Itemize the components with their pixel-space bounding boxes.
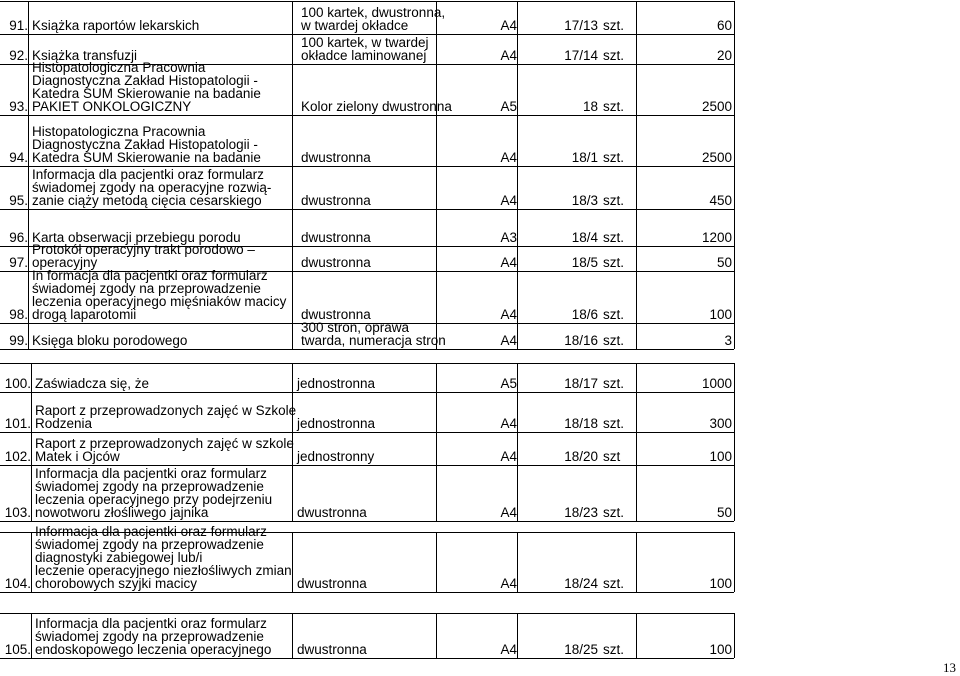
paper-format: A4: [500, 193, 517, 208]
table-rule: [0, 658, 734, 659]
quantity: 100: [709, 642, 732, 657]
item-description-line: dwustronna: [297, 505, 367, 520]
quantity: 2500: [701, 150, 732, 165]
paper-format: A4: [500, 576, 517, 591]
item-name-line: leczenia operacyjnego przy podejrzeniu: [35, 492, 273, 507]
item-name-line: Zaświadcza się, że: [35, 376, 150, 391]
item-name-line: świadomej zgody na przeprowadzenie: [35, 479, 264, 494]
item-description-line: dwustronna: [301, 193, 371, 208]
item-name-line: Informacja dla pacjentki oraz formularz: [32, 167, 264, 182]
quantity: 100: [709, 576, 732, 591]
unit: szt.: [603, 230, 625, 245]
column-rule: [734, 1, 735, 349]
unit: szt.: [603, 48, 625, 63]
unit: szt.: [603, 333, 625, 348]
item-description-line: dwustronna: [301, 150, 371, 165]
item-name-line: świadomej zgody na przeprowadzenie: [32, 281, 261, 296]
unit: szt: [603, 449, 621, 464]
row-number: 104.: [4, 576, 31, 591]
quantity: 1200: [701, 230, 732, 245]
form-code: 18/16: [564, 333, 598, 348]
item-name-line: leczenie operacyjnego niezłośliwych zmian: [35, 563, 292, 578]
column-rule: [31, 613, 32, 658]
form-code: 18/18: [564, 416, 598, 431]
item-name-line: Histopatologiczna Pracownia: [32, 60, 206, 75]
form-code: 18/23: [564, 505, 598, 520]
paper-format: A4: [500, 255, 517, 270]
item-description-line: dwustronna: [301, 255, 371, 270]
paper-format: A4: [500, 449, 517, 464]
column-rule: [31, 532, 32, 592]
form-code: 18/6: [571, 307, 598, 322]
column-rule: [734, 613, 735, 658]
column-rule: [292, 532, 293, 592]
unit: szt.: [603, 576, 625, 591]
form-code: 17/13: [564, 18, 598, 33]
unit: szt.: [603, 255, 625, 270]
column-rule: [292, 1, 293, 349]
table-rule: [0, 432, 734, 433]
item-name-line: nowotworu złośliwego jajnika: [35, 505, 209, 520]
column-rule: [292, 613, 293, 658]
paper-format: A4: [500, 18, 517, 33]
unit: szt.: [603, 642, 625, 657]
form-code: 18/1: [571, 150, 598, 165]
table-rule: [0, 349, 734, 350]
row-number: 105.: [4, 642, 31, 657]
item-name-line: PAKIET ONKOLOGICZNY: [32, 99, 192, 114]
item-name-line: Matek i Ojców: [35, 449, 120, 464]
item-name-line: świadomej zgody na operacyjne rozwią-: [32, 180, 272, 195]
item-description-line: dwustronna: [301, 307, 371, 322]
item-name-line: Książka transfuzji: [32, 48, 138, 63]
paper-format: A4: [500, 150, 517, 165]
item-name-line: Raport z przeprowadzonych zajęć w szkole: [35, 436, 294, 451]
item-description-line: twarda, numeracja stron: [301, 333, 446, 348]
item-description-line: w twardej okładce: [301, 18, 409, 33]
unit: szt.: [603, 150, 625, 165]
item-name-line: Histopatologiczna Pracownia: [32, 124, 206, 139]
table-rule: [0, 363, 734, 364]
table-rule: [0, 592, 734, 593]
item-description-line: dwustronna: [297, 642, 367, 657]
item-name-line: Raport z przeprowadzonych zajęć w Szkole: [35, 403, 297, 418]
row-number: 93.: [9, 99, 28, 114]
unit: szt.: [603, 505, 625, 520]
column-rule: [28, 1, 29, 349]
item-name-line: drogą laparotomii: [32, 307, 137, 322]
paper-format: A5: [500, 376, 517, 391]
item-description-line: jednostronna: [297, 376, 376, 391]
form-code: 18/20: [564, 449, 598, 464]
item-description-line: dwustronna: [297, 576, 367, 591]
quantity: 20: [716, 48, 732, 63]
item-description-line: 100 kartek, w twardej: [301, 35, 429, 50]
quantity: 300: [709, 416, 732, 431]
unit: szt.: [603, 376, 625, 391]
quantity: 2500: [701, 99, 732, 114]
table-rule: [0, 209, 734, 210]
form-code: 17/14: [564, 48, 598, 63]
item-description-line: Kolor zielony dwustronna: [301, 99, 452, 114]
paper-format: A4: [500, 333, 517, 348]
item-description-line: jednostronny: [297, 449, 375, 464]
form-code: 18: [582, 99, 598, 114]
item-name-line: operacyjny: [32, 255, 98, 270]
item-name-line: leczenia operacyjnego mięśniaków macicy: [32, 294, 287, 309]
item-name-line: chorobowych szyjki macicy: [35, 576, 198, 591]
quantity: 3: [724, 333, 732, 348]
paper-format: A4: [500, 307, 517, 322]
quantity: 50: [716, 505, 732, 520]
row-number: 99.: [9, 333, 28, 348]
item-name-line: Karta obserwacji przebiegu porodu: [32, 230, 241, 245]
form-code: 18/17: [564, 376, 598, 391]
quantity: 100: [709, 449, 732, 464]
row-number: 98.: [9, 307, 28, 322]
table-rule: [0, 392, 734, 393]
form-code: 18/3: [571, 193, 598, 208]
item-name-line: Katedra SUM Skierowanie na badanie: [32, 150, 261, 165]
item-name-line: diagnostyki zabiegowej lub/i: [35, 550, 203, 565]
item-name-line: endoskopowego leczenia operacyjnego: [35, 642, 272, 657]
form-code: 18/25: [564, 642, 598, 657]
column-rule: [31, 363, 32, 521]
item-name-line: świadomej zgody na przeprowadzenie: [35, 537, 264, 552]
item-name-line: świadomej zgody na przeprowadzenie: [35, 629, 264, 644]
paper-format: A5: [500, 99, 517, 114]
row-number: 95.: [9, 193, 28, 208]
quantity: 450: [709, 193, 732, 208]
item-description-line: 300 stron, oprawa: [301, 320, 410, 335]
item-name-line: zanie ciąży metodą cięcia cesarskiego: [32, 193, 262, 208]
paper-format: A4: [500, 416, 517, 431]
item-name-line: Rodzenia: [35, 416, 93, 431]
unit: szt.: [603, 99, 625, 114]
row-number: 100.: [4, 376, 31, 391]
column-rule: [734, 532, 735, 592]
item-description-line: jednostronna: [297, 416, 376, 431]
item-description-line: okładce laminowanej: [301, 48, 427, 63]
quantity: 60: [716, 18, 732, 33]
row-number: 91.: [9, 18, 28, 33]
unit: szt.: [603, 307, 625, 322]
table-rule: [0, 613, 734, 614]
item-name-line: Informacja dla pacjentki oraz formularz: [35, 616, 267, 631]
page-number: 13: [943, 660, 956, 675]
paper-format: A4: [500, 48, 517, 63]
table-rule: [0, 115, 734, 116]
paper-format: A3: [500, 230, 517, 245]
form-code: 18/5: [571, 255, 598, 270]
row-number: 96.: [9, 230, 28, 245]
item-name-line: Katedra SUM Skierowanie na badanie: [32, 86, 261, 101]
table-rule: [0, 521, 734, 522]
paper-format: A4: [500, 642, 517, 657]
form-code: 18/4: [571, 230, 598, 245]
item-name-line: In formacja dla pacjentki oraz formularz: [32, 268, 268, 283]
quantity: 100: [709, 307, 732, 322]
item-name-line: Diagnostyczna Zakład Histopatologii -: [32, 73, 258, 88]
item-name-line: Księga bloku porodowego: [32, 333, 188, 348]
paper-format: A4: [500, 505, 517, 520]
row-number: 94.: [9, 150, 28, 165]
item-description-line: dwustronna: [301, 230, 371, 245]
item-name-line: Diagnostyczna Zakład Histopatologii -: [32, 137, 258, 152]
column-rule: [734, 363, 735, 521]
item-name-line: Informacja dla pacjentki oraz formularz: [35, 524, 267, 539]
row-number: 92.: [9, 48, 28, 63]
item-description-line: 100 kartek, dwustronna,: [301, 5, 446, 20]
item-name-line: Informacja dla pacjentki oraz formularz: [35, 466, 267, 481]
table-rule: [0, 1, 734, 2]
row-number: 101.: [4, 416, 31, 431]
unit: szt.: [603, 18, 625, 33]
unit: szt.: [603, 193, 625, 208]
quantity: 50: [716, 255, 732, 270]
row-number: 102.: [4, 449, 31, 464]
row-number: 97.: [9, 255, 28, 270]
item-name-line: Książka raportów lekarskich: [32, 18, 200, 33]
quantity: 1000: [701, 376, 732, 391]
unit: szt.: [603, 416, 625, 431]
item-name-line: Protokół operacyjny trakt porodowo –: [32, 242, 255, 257]
row-number: 103.: [4, 505, 31, 520]
form-code: 18/24: [564, 576, 598, 591]
